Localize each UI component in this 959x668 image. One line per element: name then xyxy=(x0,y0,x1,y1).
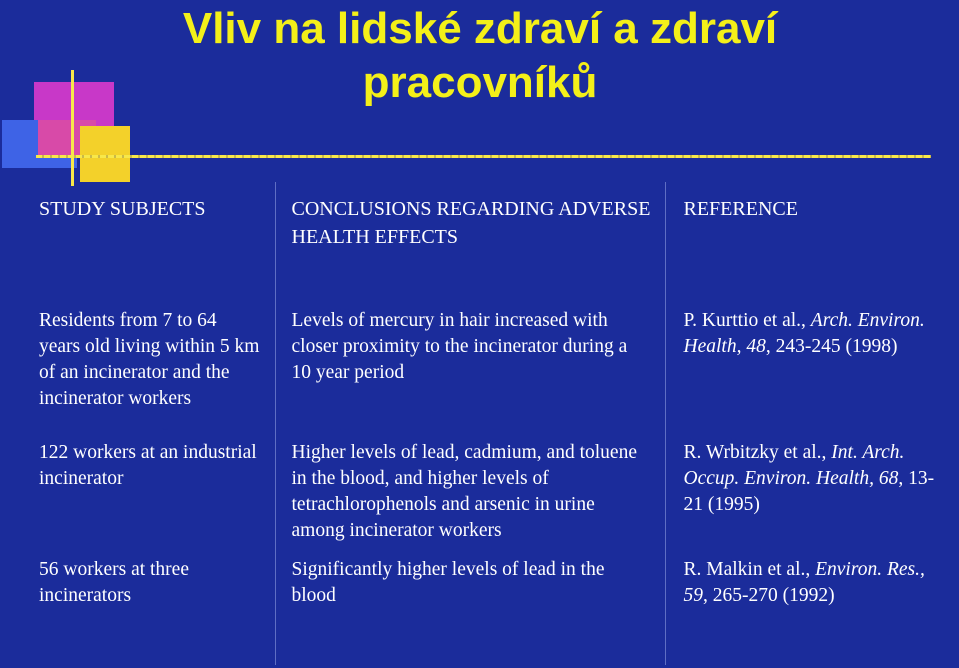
table-header-row xyxy=(23,182,958,296)
reference-journal: Int. Arch. Occup. Environ. Health, 68 xyxy=(683,442,905,489)
cell-subjects: 56 workers at three incinerators xyxy=(23,557,275,665)
header-study-subjects: STUDY SUBJECTS xyxy=(23,182,275,296)
slide-title: Vliv na lidské zdraví a zdraví pracovníků xyxy=(182,4,778,107)
table-row xyxy=(23,433,958,557)
reference-pages-year: , 243-245 (1998) xyxy=(765,336,898,357)
header-conclusions: CONCLUSIONS REGARDING ADVERSE HEALTH EFFECTS xyxy=(275,182,665,296)
cell-reference xyxy=(665,296,958,433)
cell-reference xyxy=(665,557,958,665)
reference-authors: R. Wrbitzky et al., xyxy=(683,442,832,463)
cell-subjects: Residents from 7 to 64 years old living within 5 km of an incinerator and the incinerator workers xyxy=(23,296,275,433)
study-table xyxy=(23,182,958,668)
decorative-square-yellow xyxy=(80,126,130,182)
header-reference: REFERENCE xyxy=(683,198,798,220)
cell-subjects: 122 workers at an industrial incinerator xyxy=(23,433,275,557)
reference-journal: Environ. Res., 59 xyxy=(683,559,925,606)
cell-conclusions: Higher levels of lead, cadmium, and toluene in the blood, and higher levels of tetrachlorophenols and arsenic in urine among incinerator workers xyxy=(275,433,665,557)
cell-reference xyxy=(665,433,958,557)
reference-authors: R. Malkin et al., xyxy=(683,559,816,580)
cell-conclusions: Significantly higher levels of lead in the blood xyxy=(275,557,665,665)
cell-conclusions: Levels of mercury in hair increased with closer proximity to the incinerator during a 10 year period xyxy=(275,296,665,433)
reference-pages-year: , 13-21 (1995) xyxy=(683,468,935,515)
reference-journal: Arch. Environ. Health, 48 xyxy=(683,310,925,357)
decorative-horizontal-line xyxy=(36,155,931,158)
table-row xyxy=(23,296,958,433)
reference-pages-year: , 265-270 (1992) xyxy=(703,585,835,606)
reference-authors: P. Kurttio et al., xyxy=(683,310,811,331)
table-row xyxy=(23,557,958,665)
decorative-vertical-line xyxy=(71,70,74,186)
